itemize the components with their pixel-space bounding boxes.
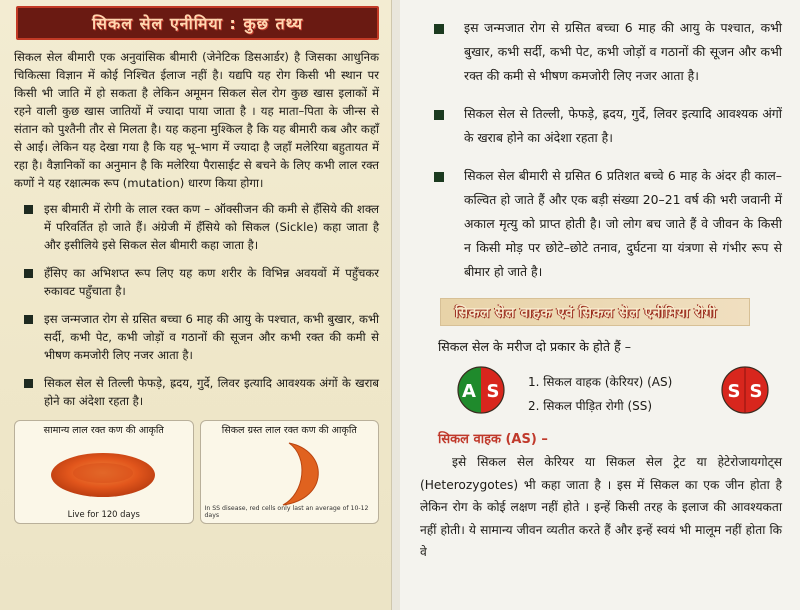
- sickle-red-cell-icon: [201, 437, 380, 509]
- right-bullet-list: [420, 16, 782, 284]
- list-item: सिकल सेल से तिल्ली फेफड़े, ह्रदय, गुर्दे, लिवर इत्यादि आवश्यक अंगों के खराब होने का अंदेशा रहता है।: [14, 374, 379, 410]
- sickle-cell-caption: In SS disease, red cells only last an average of 10-12 days: [204, 505, 369, 519]
- left-page: [0, 0, 392, 610]
- list-item: इस बीमारी में रोगी के लाल रक्त कण – ऑक्सीजन की कमी से हँसिये की शक्ल में परिवर्तित हो जाते हैं। अंग्रेजी में हँसिये को सिकल (Sickle) कहा जाता है और इसीलिये इसे सिकल सेल बीमारी कहा जाता है।: [14, 200, 379, 254]
- ss-badge-left: S: [727, 381, 741, 402]
- list-item: हँसिए का अभिशप्त रूप लिए यह कण शरीर के विभिन्न अवयवों में पहुँचकर रुकावट पहुँचाता है।: [14, 264, 379, 300]
- right-page: [400, 0, 800, 610]
- list-item: इस जन्मजात रोग से ग्रसित बच्चा 6 माह की आयु के पश्चात, कभी बुखार, कभी सर्दी, कभी पेट, कभी जोड़ों व गठानों की सूजन और कभी रक्त की कमी से भीषण कमजोरी लिए नजर आता है।: [420, 16, 782, 88]
- carrier-types: [420, 361, 782, 421]
- normal-cell-title: सामान्य लाल रक्त कण की आकृति: [43, 425, 164, 436]
- normal-red-cell-icon: [15, 437, 194, 507]
- ss-badge-right: S: [749, 381, 763, 402]
- cell-shape-cards: [14, 420, 379, 524]
- carrier-paragraph: इसे सिकल सेल केरियर या सिकल सेल ट्रेट या हेटेरोजायगोट्स (Heterozygotes) भी कहा जाता है । इस में सिकल का एक जीन होता है लेकिन रोग के कोई लक्षण नहीं होते । इन्हें किसी तरह के इलाज की आवश्यकता नहीं होती। ये सामान्य जीवन व्यतीत करते हैं और इन्हें स्वयं भी मालूम नहीं होता कि वे: [420, 455, 782, 559]
- carrier-heading: सिकल वाहक (AS) –: [438, 432, 548, 447]
- as-badge-left: A: [462, 381, 476, 402]
- square-bullet-icon: [434, 110, 444, 120]
- type-patient: 2. सिकल पीड़ित रोगी (SS): [528, 399, 653, 413]
- type-carrier: 1. सिकल वाहक (केरियर) (AS): [528, 375, 673, 389]
- square-bullet-icon: [24, 205, 33, 214]
- normal-cell-caption: Live for 120 days: [67, 509, 140, 519]
- as-badge-right: S: [486, 381, 500, 402]
- square-bullet-icon: [24, 269, 33, 278]
- square-bullet-icon: [24, 315, 33, 324]
- title-banner: [16, 6, 379, 40]
- intro-paragraph: सिकल सेल बीमारी एक अनुवांसिक बीमारी (जेनेटिक डिसआर्डर) है जिसका आधुनिक चिकित्सा विज्ञान में कोई निश्चित ईलाज नहीं है। यद्यपि यह रोग किसी भी स्थान पर किसी भी जाति में हो सकता है लेकिन अमूमन सिकल सेल रोग कुछ खास इलाकों में रहने वाली कुछ खास जातियों में ज्यादा पाया जाता है । यह माता–पिता के जीन्स से संतान को पुश्तैनी तौर से मिलता है। यह कहना मुश्किल है कि यह बीमारी कब और कहाँ से आई। लेकिन यह देखा गया है कि यह भू–भाग में ज्यादा है जहाँ मलेरिया बहुतायत में रहा है। वैज्ञानिकों का अनुमान है कि मलेरिया पैरासाईट से बचने के लिए कभी लाल रक्त कणों ने यह रक्षात्मक रूप (mutation) धारण किया होगा।: [14, 50, 379, 190]
- section-banner: [440, 298, 750, 326]
- section-title: सिकल सेल वाहक एवं सिकल सेल एनीमिया रोगी: [455, 304, 717, 321]
- sickle-cell-title: सिकल ग्रस्त लाल रक्त कण की आकृति: [221, 425, 357, 436]
- square-bullet-icon: [434, 172, 444, 182]
- types-intro: सिकल सेल के मरीज दो प्रकार के होते हैं –: [438, 339, 632, 354]
- page-title: सिकल सेल एनीमिया : कुछ तथ्य: [91, 14, 304, 33]
- as-badge-icon: [456, 365, 506, 415]
- list-item: सिकल सेल से तिल्ली, फेफड़े, ह्रदय, गुर्दे, लिवर इत्यादि आवश्यक अंगों के खराब होने का अंदेशा रहता है।: [420, 102, 782, 150]
- sickle-cell-card: [200, 420, 380, 524]
- square-bullet-icon: [434, 24, 444, 34]
- normal-cell-card: [14, 420, 194, 524]
- list-item: इस जन्मजात रोग से ग्रसित बच्चा 6 माह की आयु के पश्चात, कभी बुखार, कभी सर्दी, कभी पेट, कभी जोड़ों व गठानों की सूजन और कभी रक्त की कमी से भीषण कमजोरी लिए नजर आता है।: [14, 310, 379, 364]
- ss-badge-icon: [720, 365, 770, 415]
- left-bullet-list: [14, 200, 379, 410]
- square-bullet-icon: [24, 379, 33, 388]
- list-item: सिकल सेल बीमारी से ग्रसित 6 प्रतिशत बच्चे 6 माह के अंदर ही काल–कल्वित हो जाते हैं और एक बड़ी संख्या 20–21 वर्ष की भरी जवानी में अकाल मृत्यु को प्राप्त होती है। जो लोग बच जाते हैं वे जीवन के किसी न किसी मोड़ पर छोटे–छोटे तनाव, दुर्घटना या यंत्रणा से गंभीर रूप से बीमार हो जाते है।: [420, 164, 782, 284]
